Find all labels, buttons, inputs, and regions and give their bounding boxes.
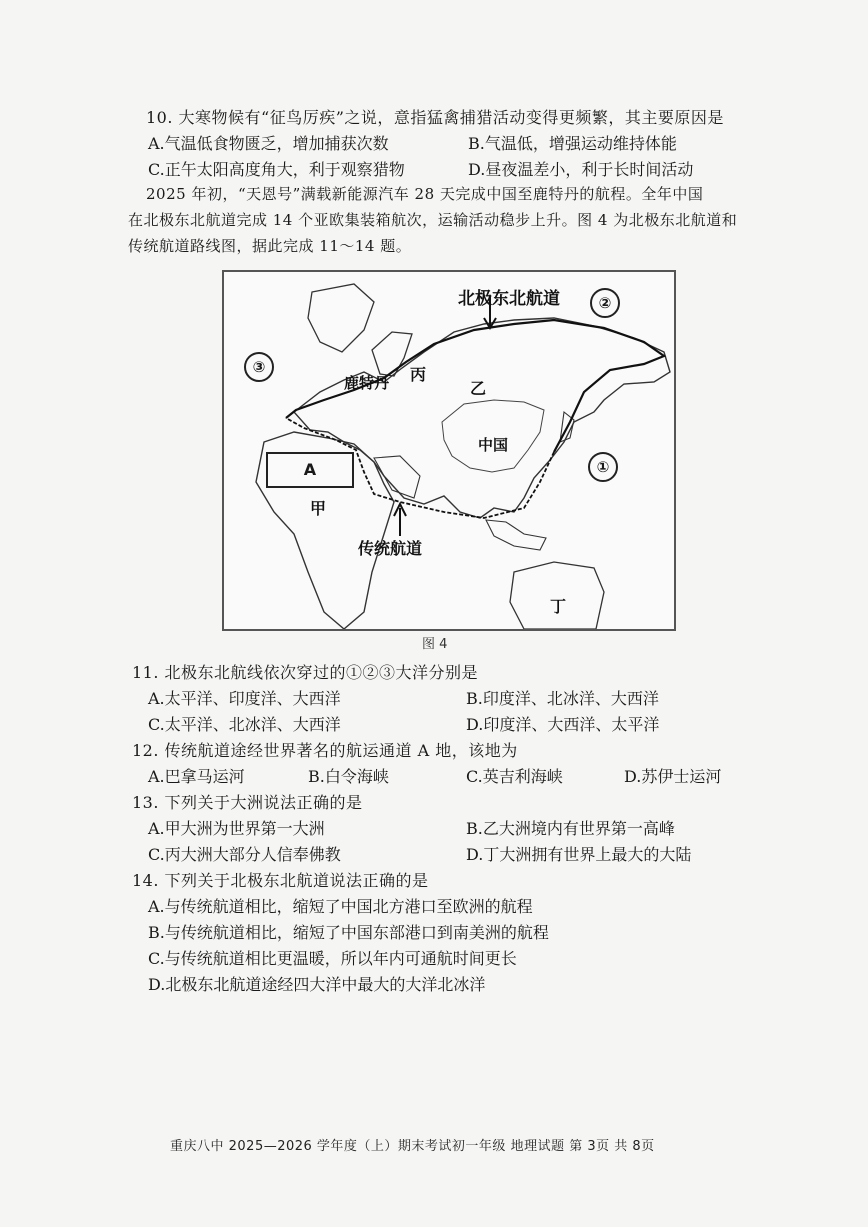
q14-option-d: D.北极东北航道途经四大洋中最大的大洋北冰洋 <box>148 975 486 994</box>
q12-option-a: A.巴拿马运河 <box>148 767 245 786</box>
continent-jia-label: 甲 <box>310 499 327 518</box>
q13-option-d: D.丁大洲拥有世界上最大的大陆 <box>466 845 692 864</box>
q11-option-b: B.印度洋、北冰洋、大西洋 <box>466 689 659 708</box>
q13-option-b: B.乙大洲境内有世界第一高峰 <box>466 819 675 838</box>
continent-bing-label: 丙 <box>410 365 427 384</box>
intro-line-3: 传统航道路线图，据此完成 11～14 题。 <box>128 237 412 255</box>
q12-option-c: C.英吉利海峡 <box>466 767 563 786</box>
q11-stem: 11. 北极东北航线依次穿过的①②③大洋分别是 <box>132 663 479 682</box>
q11-option-d: D.印度洋、大西洋、太平洋 <box>466 715 660 734</box>
islands-outline <box>486 520 546 550</box>
china-label: 中国 <box>478 436 509 454</box>
ocean-3-marker: ③ <box>244 352 274 382</box>
q14-stem: 14. 下列关于北极东北航道说法正确的是 <box>132 871 429 890</box>
q10-option-c: C.正午太阳高度角大，利于观察猎物 <box>148 160 405 179</box>
arctic-route-label: 北极东北航道 <box>458 289 560 309</box>
q11-option-a: A.太平洋、印度洋、大西洋 <box>148 689 341 708</box>
q11-option-c: C.太平洋、北冰洋、大西洋 <box>148 715 341 734</box>
traditional-route-label: 传统航道 <box>358 539 423 558</box>
q10-option-a: A.气温低食物匮乏，增加捕获次数 <box>148 134 389 153</box>
traditional-route-arrow <box>394 504 406 536</box>
q13-option-c: C.丙大洲大部分人信奉佛教 <box>148 845 341 864</box>
q12-option-d: D.苏伊士运河 <box>624 767 722 786</box>
scandinavia-outline <box>372 332 412 376</box>
q13-stem: 13. 下列关于大洲说法正确的是 <box>132 793 363 812</box>
q10-option-d: D.昼夜温差小，利于长时间活动 <box>468 160 694 179</box>
intro-line-2: 在北极东北航道完成 14 个亚欧集装箱航次，运输活动稳步上升。图 4 为北极东北航道和 <box>128 211 738 229</box>
intro-line-1: 2025 年初，“天恩号”满载新能源汽车 28 天完成中国至鹿特丹的航程。全年中国 <box>146 185 704 203</box>
continent-ding-label: 丁 <box>550 597 567 616</box>
map-drawing <box>224 272 674 629</box>
greenland-outline <box>308 284 374 352</box>
q13-option-a: A.甲大洲为世界第一大洲 <box>148 819 325 838</box>
figure-caption: 图 4 <box>422 637 448 652</box>
q14-option-b: B.与传统航道相比，缩短了中国东部港口到南美洲的航程 <box>148 923 549 942</box>
ocean-2-marker: ② <box>590 288 620 318</box>
q14-option-c: C.与传统航道相比更温暖，所以年内可通航时间更长 <box>148 949 517 968</box>
q10-option-b: B.气温低，增强运动维持体能 <box>468 134 677 153</box>
location-a-box: A <box>266 452 354 488</box>
rotterdam-label: 鹿特丹 <box>344 374 390 392</box>
continent-yi-label: 乙 <box>470 379 487 398</box>
ocean-1-marker: ① <box>588 452 618 482</box>
q10-stem: 10. 大寒物候有“征鸟厉疾”之说，意指猛禽捕猎活动变得更频繁，其主要原因是 <box>146 108 724 127</box>
eurasia-outline <box>294 318 670 518</box>
q14-option-a: A.与传统航道相比，缩短了中国北方港口至欧洲的航程 <box>148 897 533 916</box>
page-footer: 重庆八中 2025—2026 学年度（上）期末考试初一年级 地理试题 第 3页 共 8页 <box>170 1139 655 1154</box>
q12-option-b: B.白令海峡 <box>308 767 389 786</box>
q12-stem: 12. 传统航道途经世界著名的航运通道 A 地，该地为 <box>132 741 518 760</box>
route-map <box>222 270 676 631</box>
